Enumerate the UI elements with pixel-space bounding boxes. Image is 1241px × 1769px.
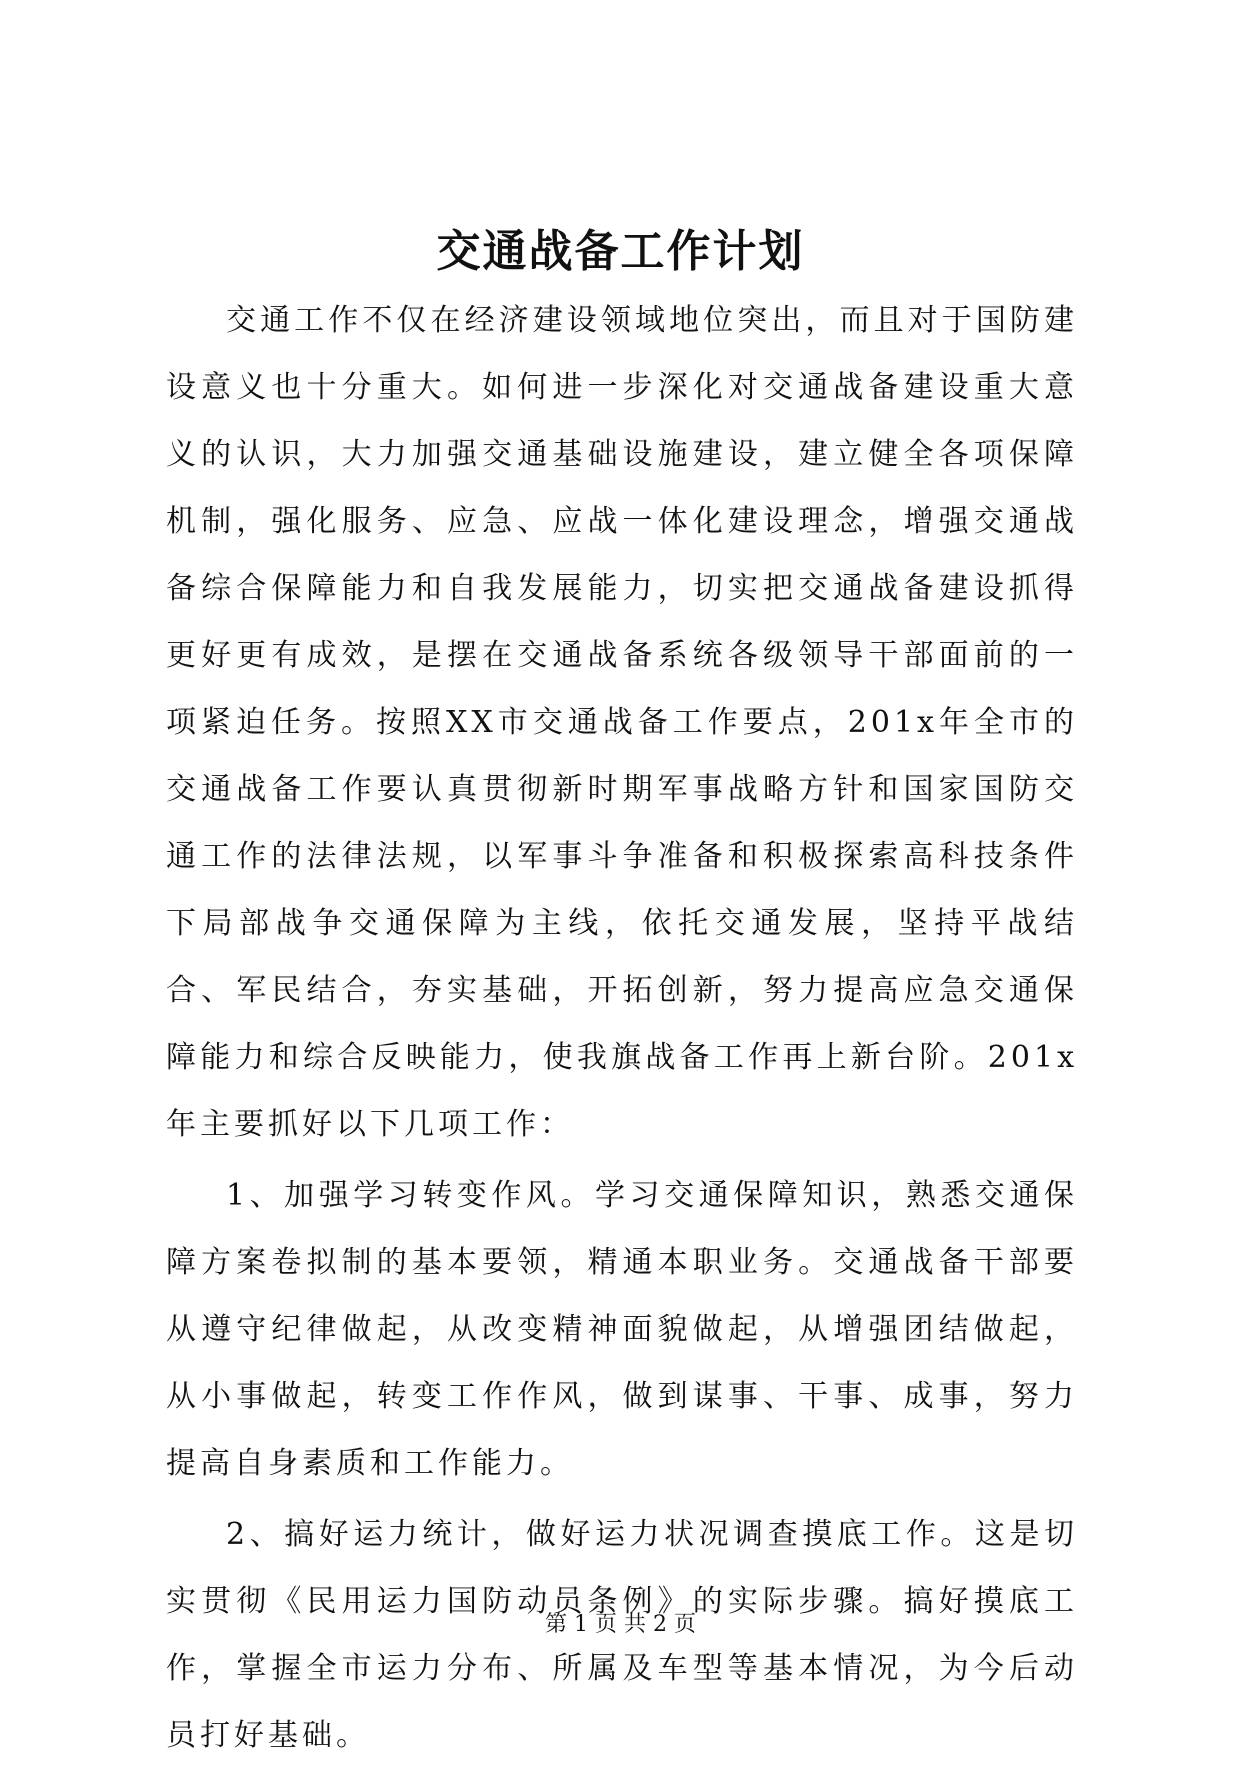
document-body (166, 287, 1078, 1769)
paragraph-item-1: 1、加强学习转变作风。学习交通保障知识，熟悉交通保障方案卷拟制的基本要领，精通本职业务。交通战备干部要从遵守纪律做起，从改变精神面貌做起，从增强团结做起，从小事做起，转变工作作风，做到谋事、干事、成事，努力提高自身素质和工作能力。 (166, 1178, 1078, 1481)
page-footer: 第 1 页 共 2 页 (545, 1612, 696, 1637)
paragraph-item-2: 2、搞好运力统计，做好运力状况调查摸底工作。这是切实贯彻《民用运力国防动员条例》的实际步骤。搞好摸底工作，掌握全市运力分布、所属及车型等基本情况，为今后动员打好基础。 (166, 1517, 1078, 1753)
paragraph-intro: 交通工作不仅在经济建设领域地位突出，而且对于国防建设意义也十分重大。如何进一步深化对交通战备建设重大意义的认识，大力加强交通基础设施建设，建立健全各项保障机制，强化服务、应急、应战一体化建设理念，增强交通战备综合保障能力和自我发展能力，切实把交通战备建设抓得更好更有成效，是摆在交通战备系统各级领导干部面前的一项紧迫任务。按照XX市交通战备工作要点，201x年全市的交通战备工作要认真贯彻新时期军事战略方针和国家国防交通工作的法律法规，以军事斗争准备和积极探索高科技条件下局部战争交通保障为主线，依托交通发展，坚持平战结合、军民结合，夯实基础，开拓创新，努力提高应急交通保障能力和综合反映能力，使我旗战备工作再上新台阶。201x年主要抓好以下几项工作： (166, 303, 1078, 1142)
document-title: 交通战备工作计划 (436, 226, 805, 277)
